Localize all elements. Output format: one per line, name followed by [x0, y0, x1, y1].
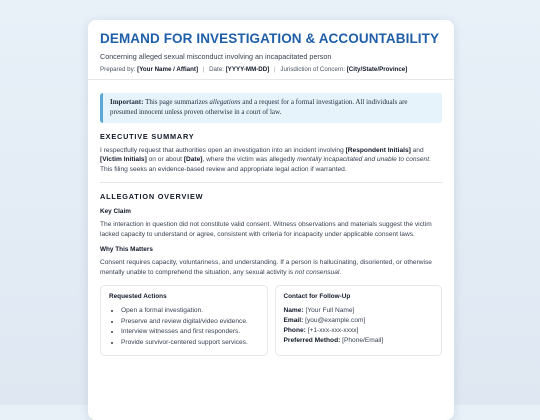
- contact-phone-label: Phone:: [283, 327, 306, 335]
- notice-text: and a request for a formal investigation. All individuals are presumed innocent unless proven otherwise in a court of law.: [110, 98, 408, 116]
- page-subtitle: Concerning alleged sexual misconduct involving an incapacitated person: [100, 52, 332, 61]
- contact-email-label: Email:: [283, 317, 304, 325]
- requested-actions-list: [109, 306, 259, 346]
- contact-name-label: Name:: [283, 307, 304, 315]
- contact-phone-value: [+1-xxx-xxx-xxxx]: [307, 327, 359, 335]
- summary-text: and: [410, 146, 424, 154]
- requested-actions-box: [100, 285, 268, 355]
- list-item: • Open a formal investigation.: [121, 306, 259, 315]
- why-this-matters-heading: Why This Matters: [100, 246, 153, 254]
- date-placeholder: [Date]: [183, 156, 203, 164]
- meta-line: [100, 66, 442, 73]
- victim-placeholder: [Victim Initials]: [100, 156, 147, 164]
- contact-method-value: [Phone/Email]: [342, 337, 384, 345]
- summary-emphasis: mentally incapacitated and unable to consent: [297, 156, 430, 164]
- list-item: • Preserve and review digital/video evidence.: [121, 317, 259, 326]
- contact-heading: Contact for Follow-Up: [283, 293, 351, 301]
- prepared-by-label: Prepared by:: [100, 66, 136, 73]
- contact-phone: [284, 326, 434, 336]
- contact-method-label: Preferred Method:: [283, 337, 341, 345]
- jurisdiction-value: [City/State/Province]: [346, 66, 408, 73]
- notice-text: This page summarizes: [143, 98, 210, 106]
- why-this-matters-text: [100, 258, 442, 277]
- list-item: • Interview witnesses and first responders.: [121, 327, 259, 336]
- page-title: DEMAND FOR INVESTIGATION & ACCOUNTABILITY: [100, 31, 440, 46]
- important-notice: [100, 93, 442, 123]
- summary-text: I respectfully request that authorities open an investigation into an incident involving: [100, 146, 346, 154]
- list-item: • Provide survivor-centered support services.: [121, 338, 259, 347]
- contact-name-value: [Your Full Name]: [305, 307, 355, 315]
- contact-box: [275, 285, 443, 355]
- notice-emphasis: allegations: [209, 98, 241, 106]
- info-boxes: [100, 285, 442, 355]
- why-text: .: [339, 268, 342, 276]
- summary-text: , where the victim was allegedly: [202, 156, 298, 164]
- prepared-by-value: [Your Name / Affiant]: [137, 66, 199, 73]
- executive-summary-heading: EXECUTIVE SUMMARY: [100, 131, 195, 141]
- meta-separator: |: [274, 66, 276, 73]
- document-body: [88, 80, 454, 364]
- section-divider: [100, 182, 442, 183]
- contact-name: [284, 306, 434, 316]
- executive-summary-text: [100, 146, 442, 175]
- key-claim-text: The interaction in question did not constitute valid consent. Witness observations and materials suggest the victim lacked capacity to understand or agree, consistent with criteria for incapacity under applicable consent laws.: [100, 221, 432, 238]
- summary-text: . This filing seeks an evidence-based review and appropriate legal action if warranted.: [100, 156, 431, 173]
- allegation-overview-heading: ALLEGATION OVERVIEW: [100, 192, 204, 202]
- contact-method: [284, 336, 434, 346]
- requested-actions-heading: Requested Actions: [109, 293, 167, 301]
- date-label: Date:: [209, 66, 224, 73]
- document-header: [88, 20, 454, 80]
- respondent-placeholder: [Respondent Initials]: [345, 146, 411, 154]
- summary-text: on or about: [146, 156, 184, 164]
- why-emphasis: not consensual: [295, 268, 340, 276]
- contact-email-value: [you@example.com]: [305, 317, 366, 325]
- key-claim-heading: Key Claim: [100, 208, 131, 216]
- notice-lead: Important:: [110, 98, 144, 106]
- contact-email: [284, 316, 434, 326]
- why-text: Consent requires capacity, voluntariness, and understanding. If a person is hallucinating, disoriented, or otherwise mentally unable to comprehend the situation, any sexual activity is: [100, 259, 432, 276]
- date-value: [YYYY-MM-DD]: [225, 66, 270, 73]
- jurisdiction-label: Jurisdiction of Concern:: [280, 66, 346, 73]
- document-card: [88, 20, 454, 420]
- meta-separator: |: [202, 66, 205, 73]
